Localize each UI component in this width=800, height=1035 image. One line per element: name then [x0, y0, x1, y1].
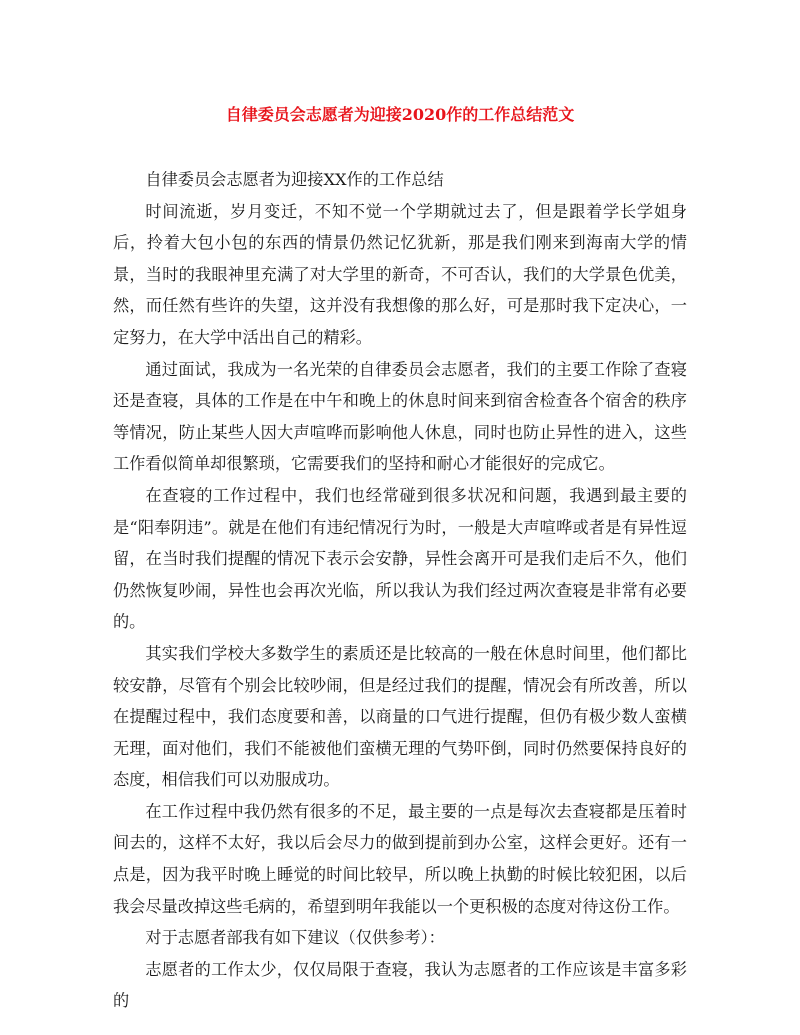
paragraph: 在工作过程中我仍然有很多的不足，最主要的一点是每次去查寝都是压着时间去的，这样不太好，我以后会尽力的做到提前到办公室，这样会更好。还有一点是，因为我平时晚上睡觉的时间比较早，所以晚上执勤的时候比较犯困，以后我会尽量改掉这些毛病的，希望到明年我能以一个更积极的态度对待这份工作。 [113, 801, 687, 916]
paragraph: 时间流逝，岁月变迁，不知不觉一个学期就过去了，但是跟着学长学姐身后，拎着大包小包的东西的情景仍然记忆犹新，那是我们刚来到海南大学的情景，当时的我眼神里充满了对大学里的新奇，不可否认，我们的大学景色优美，然，而任然有些许的失望，这并没有我想像的那么好，可是那时我下定决心，一定努力，在大学中活出自己的精彩。 [113, 201, 687, 347]
document-body [113, 164, 687, 1017]
paragraph: 在查寝的工作过程中，我们也经常碰到很多状况和问题，我遇到最主要的是“阳奉阴违”。就是在他们有违纪情况行为时，一般是大声喧哗或者是有异性逗留，在当时我们提醒的情况下表示会安静，异性会离开可是我们走后不久，他们仍然恢复吵闹，异性也会再次光临，所以我认为我们经过两次查寝是非常有必要的。 [113, 485, 687, 632]
paragraph: 对于志愿者部我有如下建议（仅供参考）： [145, 928, 445, 948]
document-title: 自律委员会志愿者为迎接2020作的工作总结范文 [225, 105, 575, 124]
paragraph-subtitle: 自律委员会志愿者为迎接XX作的工作总结 [145, 170, 444, 189]
paragraph: 志愿者的工作太少，仅仅局限于查寝，我认为志愿者的工作应该是丰富多彩的 [113, 959, 687, 1011]
paragraph: 其实我们学校大多数学生的素质还是比较高的一般在休息时间里，他们都比较安静，尽管有个别会比较吵闹，但是经过我们的提醒，情况会有所改善，所以在提醒过程中，我们态度要和善，以商量的口气进行提醒，但仍有极少数人蛮横无理，面对他们，我们不能被他们蛮横无理的气势吓倒，同时仍然要保持良好的态度，相信我们可以劝服成功。 [113, 643, 687, 790]
paragraph: 通过面试，我成为一名光荣的自律委员会志愿者，我们的主要工作除了查寝还是查寝，具体的工作是在中午和晚上的休息时间来到宿舍检查各个宿舍的秩序等情况，防止某些人因大声喧哗而影响他人休息，同时也防止异性的进入，这些工作看似简单却很繁琐，它需要我们的坚持和耐心才能很好的完成它。 [113, 359, 687, 474]
